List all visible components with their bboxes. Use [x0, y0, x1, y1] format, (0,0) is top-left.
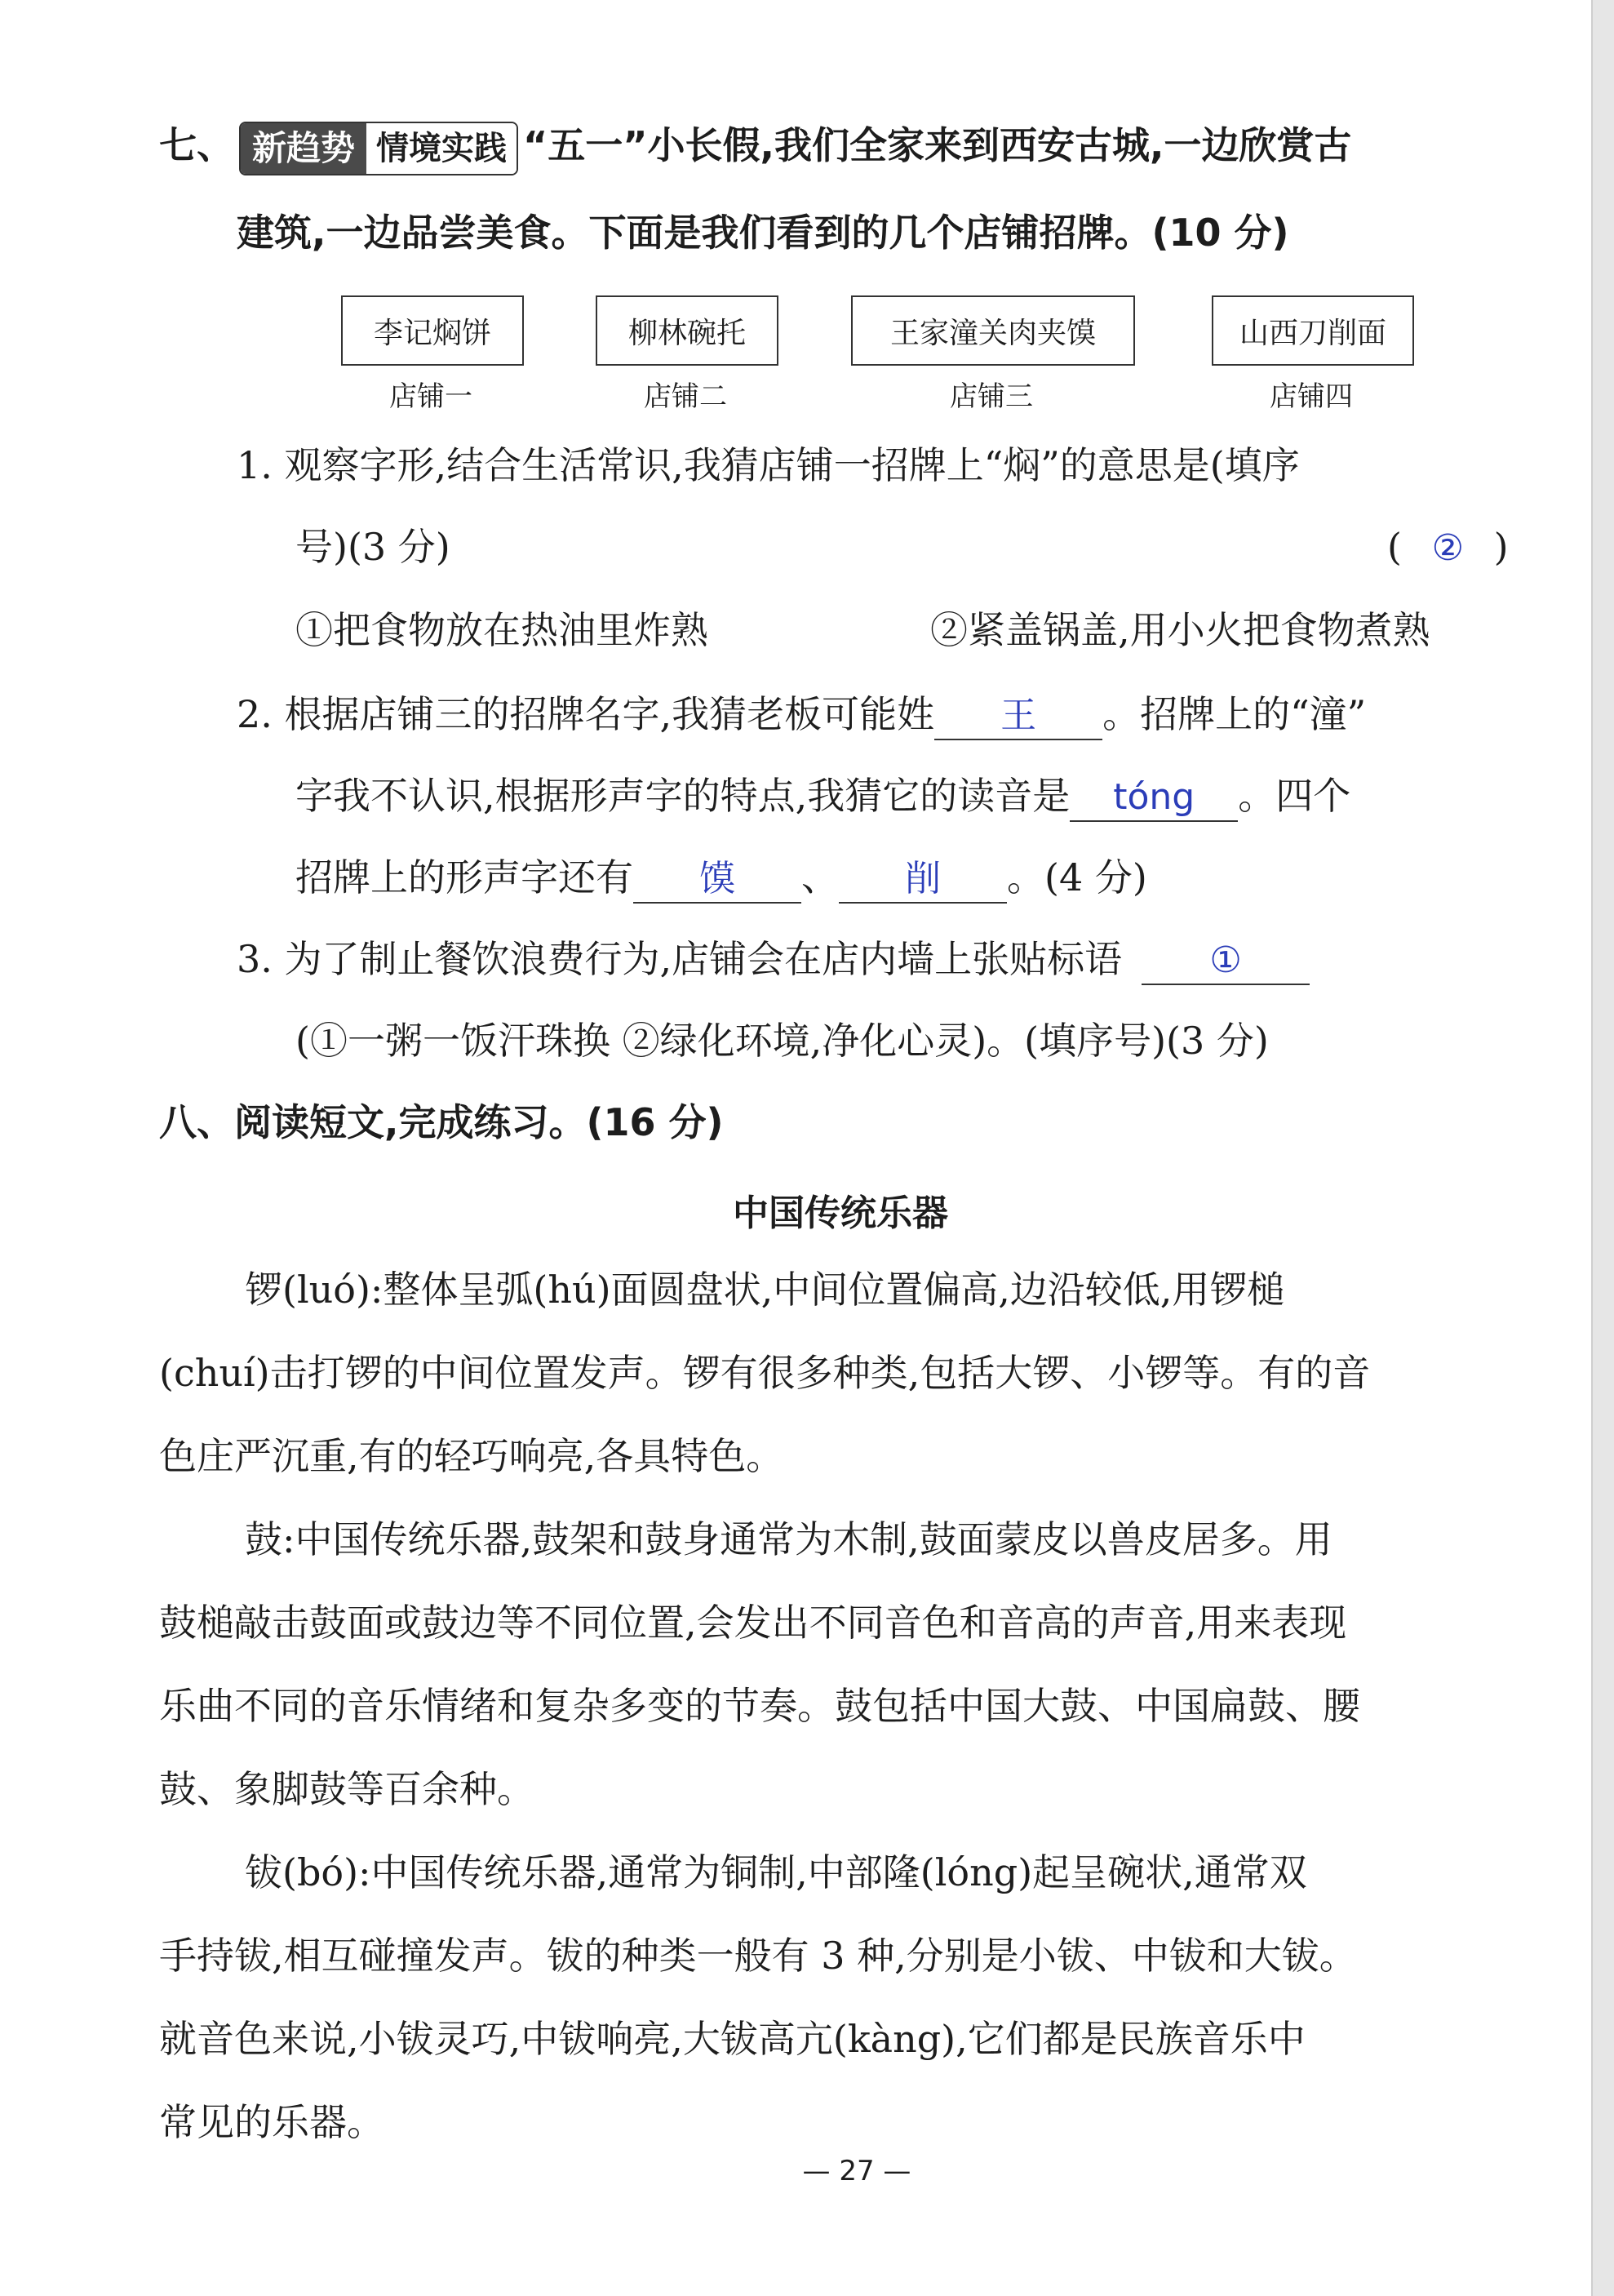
q2-blank-char2	[839, 853, 1007, 904]
passage-line: 乐曲不同的音乐情绪和复杂多变的节奏。鼓包括中国大鼓、中国扁鼓、腰	[159, 1684, 1360, 1728]
q3-line1-text: 3. 为了制止餐饮浪费行为,店铺会在店内墙上张贴标语	[237, 937, 1123, 981]
q3-blank	[1142, 935, 1310, 985]
q1-line1: 1. 观察字形,结合生活常识,我猜店铺一招牌上“焖”的意思是(填序	[237, 443, 1300, 487]
paren-close: )	[1493, 525, 1509, 569]
page-number: — 27 —	[802, 2155, 911, 2187]
shop-sign-2: 柳林碗托	[596, 295, 778, 366]
shop-label-3: 店铺三	[950, 380, 1033, 413]
q2-line2	[295, 771, 1350, 822]
section7-heading	[159, 121, 1351, 175]
q1-answer: ②	[1431, 527, 1465, 569]
q2-line2-text-a: 字我不认识,根据形声字的特点,我猜它的读音是	[295, 774, 1071, 818]
passage-title: 中国传统乐器	[733, 1192, 948, 1234]
q2-line1-text-b: 。招牌上的“潼”	[1102, 692, 1367, 736]
q2-answer-pinyin: tóng	[1113, 776, 1195, 818]
passage-line: 鼓:中国传统乐器,鼓架和鼓身通常为木制,鼓面蒙皮以兽皮居多。用	[245, 1517, 1332, 1561]
passage-line: 鼓槌敲击鼓面或鼓边等不同位置,会发出不同音色和音高的声音,用来表现	[159, 1601, 1347, 1645]
shop-label-4: 店铺四	[1270, 380, 1353, 413]
q1-option1: ①把食物放在热油里炸熟	[295, 608, 708, 652]
q3-answer: ①	[1209, 939, 1242, 981]
shop-label-1: 店铺一	[389, 380, 472, 413]
shop-sign-3: 王家潼关肉夹馍	[851, 295, 1135, 366]
q2-blank-pinyin	[1070, 771, 1238, 822]
q2-blank-surname	[934, 690, 1102, 740]
q2-line2-text-b: 。四个	[1238, 774, 1351, 818]
page-edge	[1591, 0, 1614, 2296]
q2-line1-text-a: 2. 根据店铺三的招牌名字,我猜老板可能姓	[237, 692, 935, 736]
section7-number: 七、	[159, 123, 234, 167]
shop-label-2: 店铺二	[644, 380, 727, 413]
q2-line3	[295, 853, 1147, 904]
q2-answer-char2: 削	[905, 858, 941, 899]
shop-sign-4: 山西刀削面	[1212, 295, 1414, 366]
q1-option2: ②紧盖锅盖,用小火把食物煮熟	[930, 608, 1430, 652]
section7-intro-line2: 建筑,一边品尝美食。下面是我们看到的几个店铺招牌。(10 分)	[237, 211, 1289, 255]
tag-situation-practice: 情境实践	[366, 123, 517, 174]
q1-answer-paren	[1387, 522, 1509, 573]
section8-heading: 八、阅读短文,完成练习。(16 分)	[159, 1100, 724, 1144]
q2-answer-char1: 馍	[699, 858, 735, 899]
section7-intro-line1: “五一”小长假,我们全家来到西安古城,一边欣赏古	[523, 123, 1352, 167]
q2-line3-text-b: 。(4 分)	[1007, 855, 1147, 899]
q2-line1	[237, 690, 1366, 740]
q2-line3-text-a: 招牌上的形声字还有	[295, 855, 633, 899]
paren-open: (	[1387, 525, 1402, 569]
q2-blank-char1	[633, 853, 801, 904]
trend-tag	[239, 122, 518, 175]
q3-line1	[237, 935, 1310, 985]
passage-line: 钹(bó):中国传统乐器,通常为铜制,中部隆(lóng)起呈碗状,通常双	[245, 1850, 1307, 1894]
passage-line: 手持钹,相互碰撞发声。钹的种类一般有 3 种,分别是小钹、中钹和大钹。	[159, 1934, 1357, 1978]
passage-line: 锣(luó):整体呈弧(hú)面圆盘状,中间位置偏高,边沿较低,用锣槌	[245, 1268, 1285, 1312]
passage-line: 色庄严沉重,有的轻巧响亮,各具特色。	[159, 1434, 784, 1478]
q2-separator: 、	[801, 855, 839, 899]
q2-answer-surname: 王	[1000, 695, 1037, 736]
passage-line: 鼓、象脚鼓等百余种。	[159, 1767, 534, 1811]
tag-new-trend: 新趋势	[241, 123, 366, 174]
passage-line: 就音色来说,小钹灵巧,中钹响亮,大钹高亢(kàng),它们都是民族音乐中	[159, 2017, 1306, 2061]
shop-sign-1: 李记焖饼	[341, 295, 524, 366]
passage-line: 常见的乐器。	[159, 2100, 384, 2144]
q1-line2: 号)(3 分)	[295, 525, 450, 569]
passage-line: (chuí)击打锣的中间位置发声。锣有很多种类,包括大锣、小锣等。有的音	[159, 1351, 1371, 1395]
q3-line2: (①一粥一饭汗珠换 ②绿化环境,净化心灵)。(填序号)(3 分)	[295, 1019, 1269, 1063]
